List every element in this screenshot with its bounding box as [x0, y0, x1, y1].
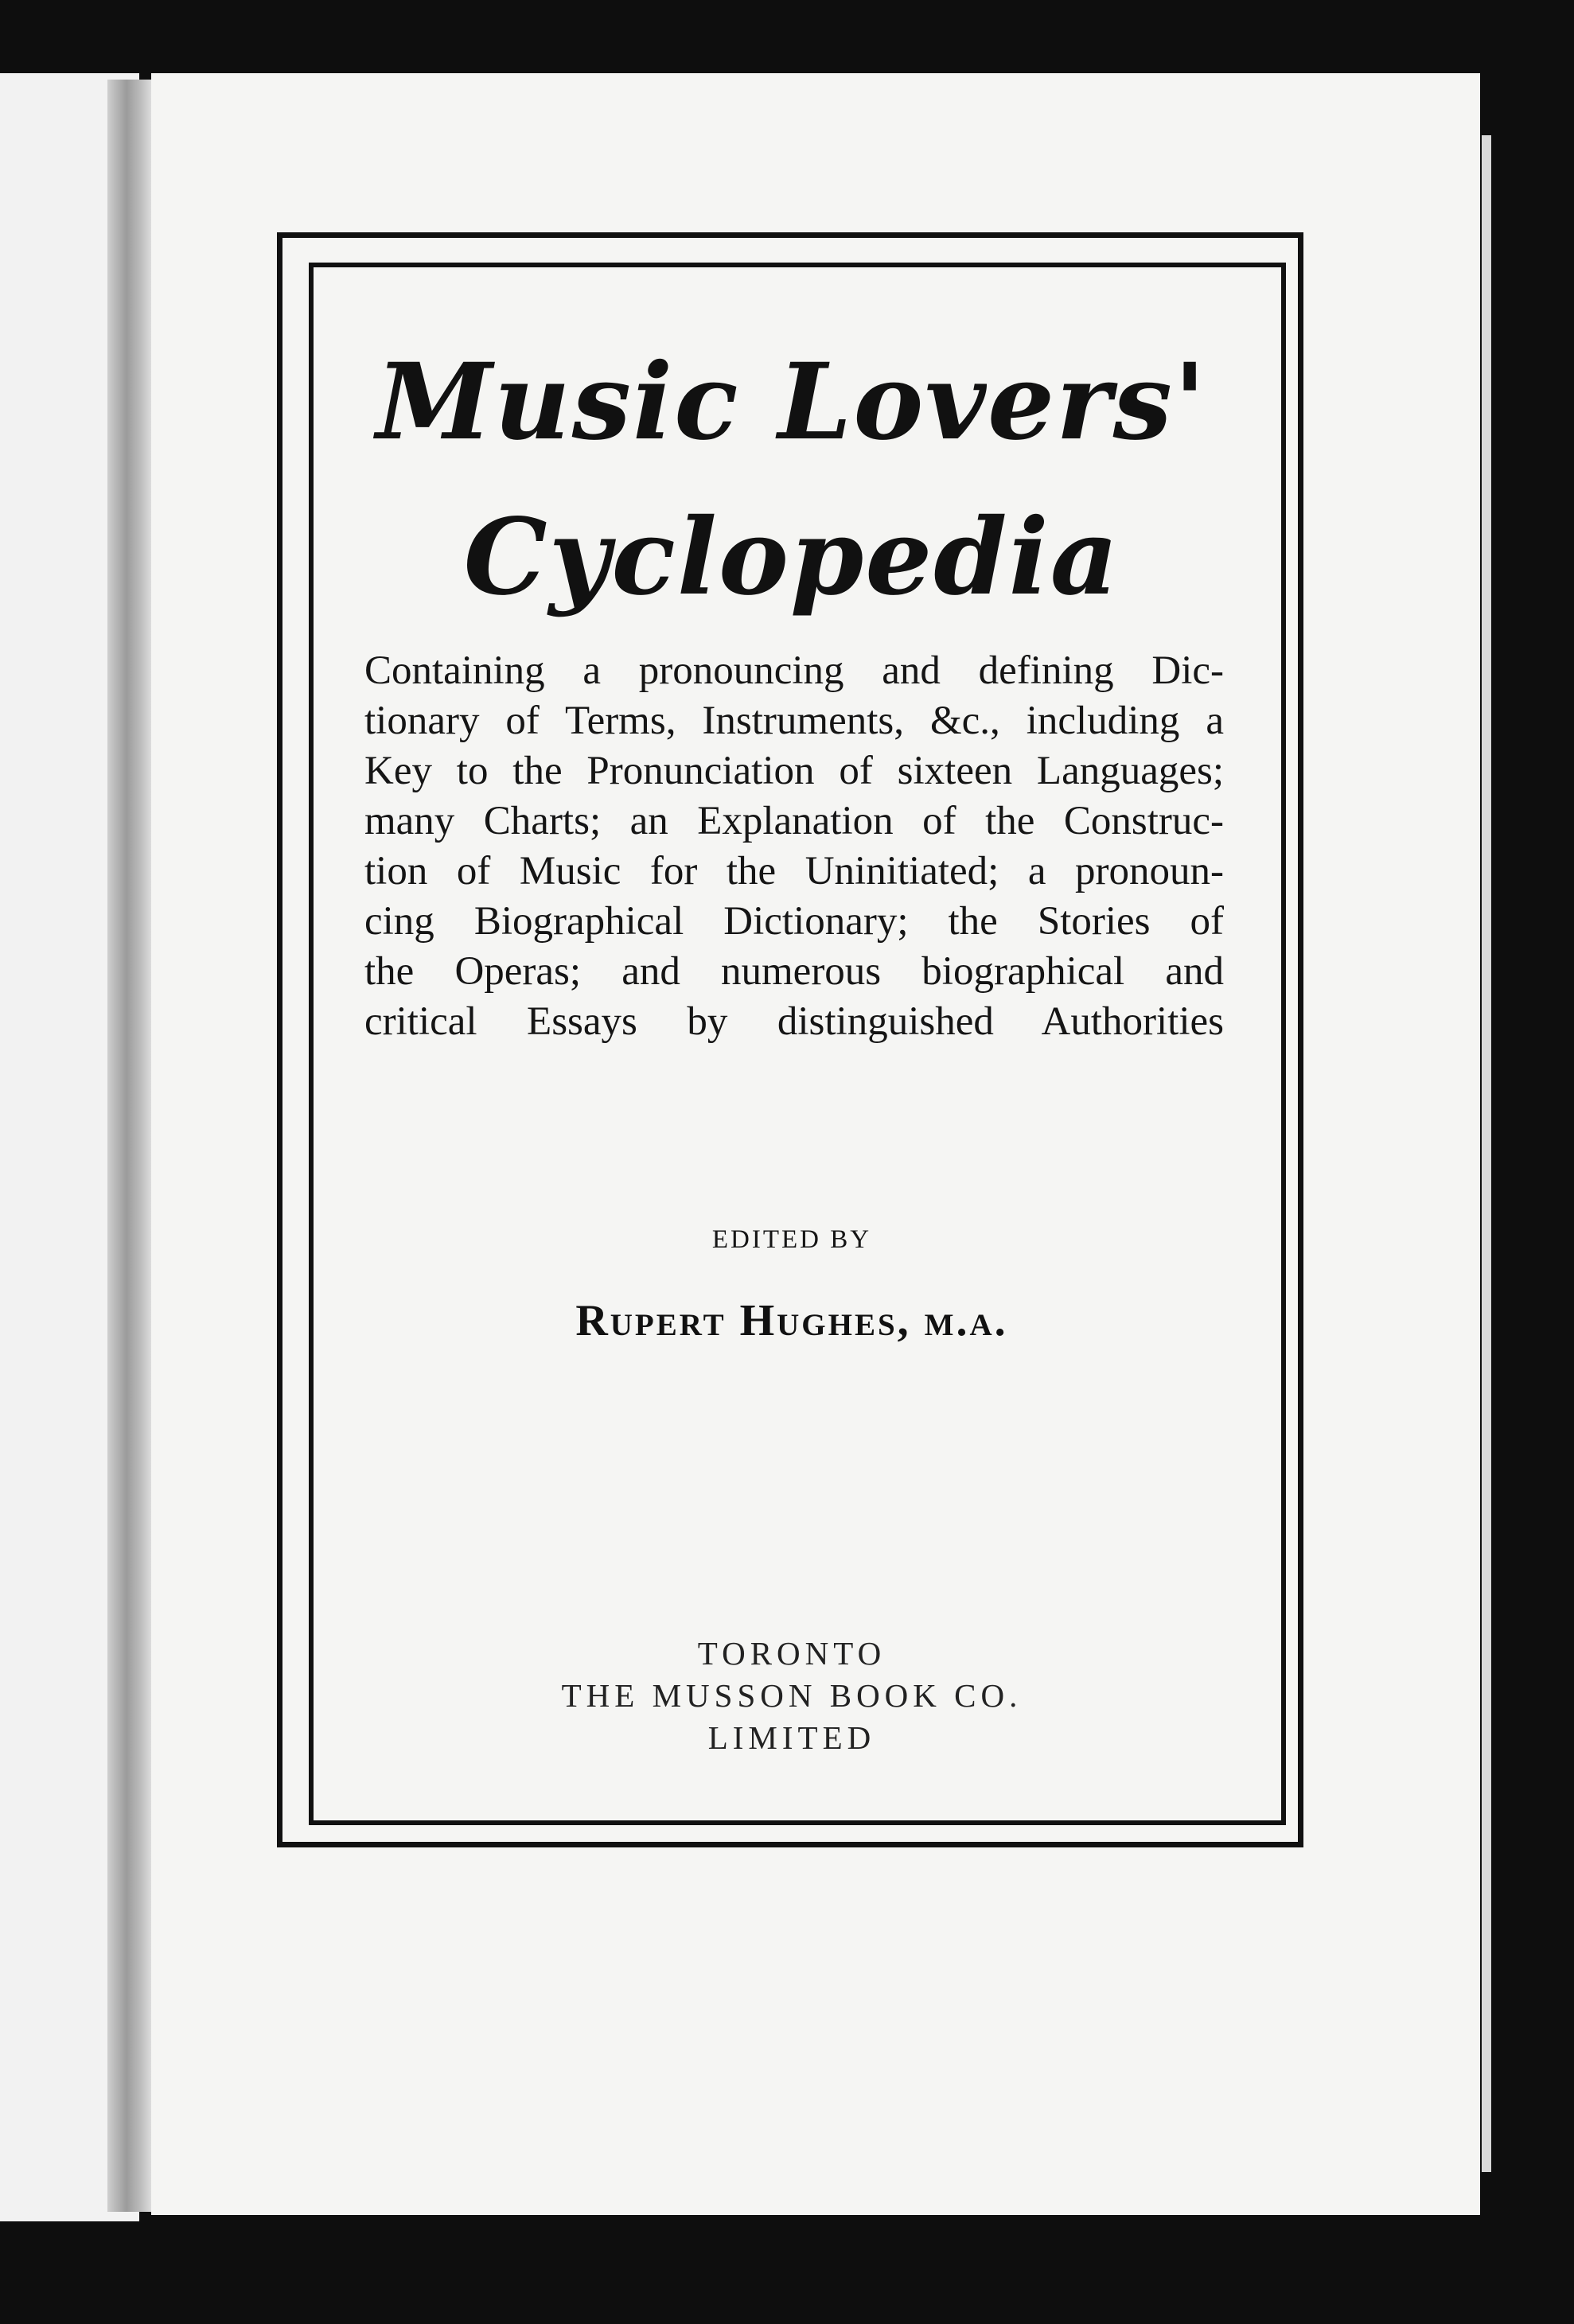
publisher-suffix: LIMITED — [707, 1719, 876, 1756]
page-fore-edge — [1482, 135, 1491, 2172]
description-line: cing Biographical Dictionary; the Stories of — [364, 899, 1224, 944]
description-line: Containing a pronouncing and defining Dic- — [364, 648, 1224, 693]
description-line: tion of Music for the Uninitiated; a pronoun- — [364, 849, 1224, 893]
edited-by-label: EDITED BY — [711, 1225, 872, 1254]
book-gutter — [107, 80, 155, 2212]
publisher-city: TORONTO — [697, 1635, 886, 1672]
description-line: tionary of Terms, Instruments, &c., including a — [364, 699, 1224, 743]
book-title-line-2: Cyclopedia — [463, 496, 1120, 619]
description-line: critical Essays by distinguished Authorities — [364, 999, 1224, 1044]
description-line: many Charts; an Explanation of the Construc- — [364, 799, 1224, 843]
description-line: the Operas; and numerous biographical and — [364, 949, 1224, 994]
book-description — [364, 646, 1224, 1047]
book-title-line-1: Music Lovers' — [376, 341, 1208, 464]
publisher-name: THE MUSSON BOOK CO. — [561, 1677, 1023, 1714]
editor-name: Rupert Hughes, m.a. — [575, 1296, 1008, 1345]
description-line: Key to the Pronunciation of sixteen Languages; — [364, 749, 1224, 793]
